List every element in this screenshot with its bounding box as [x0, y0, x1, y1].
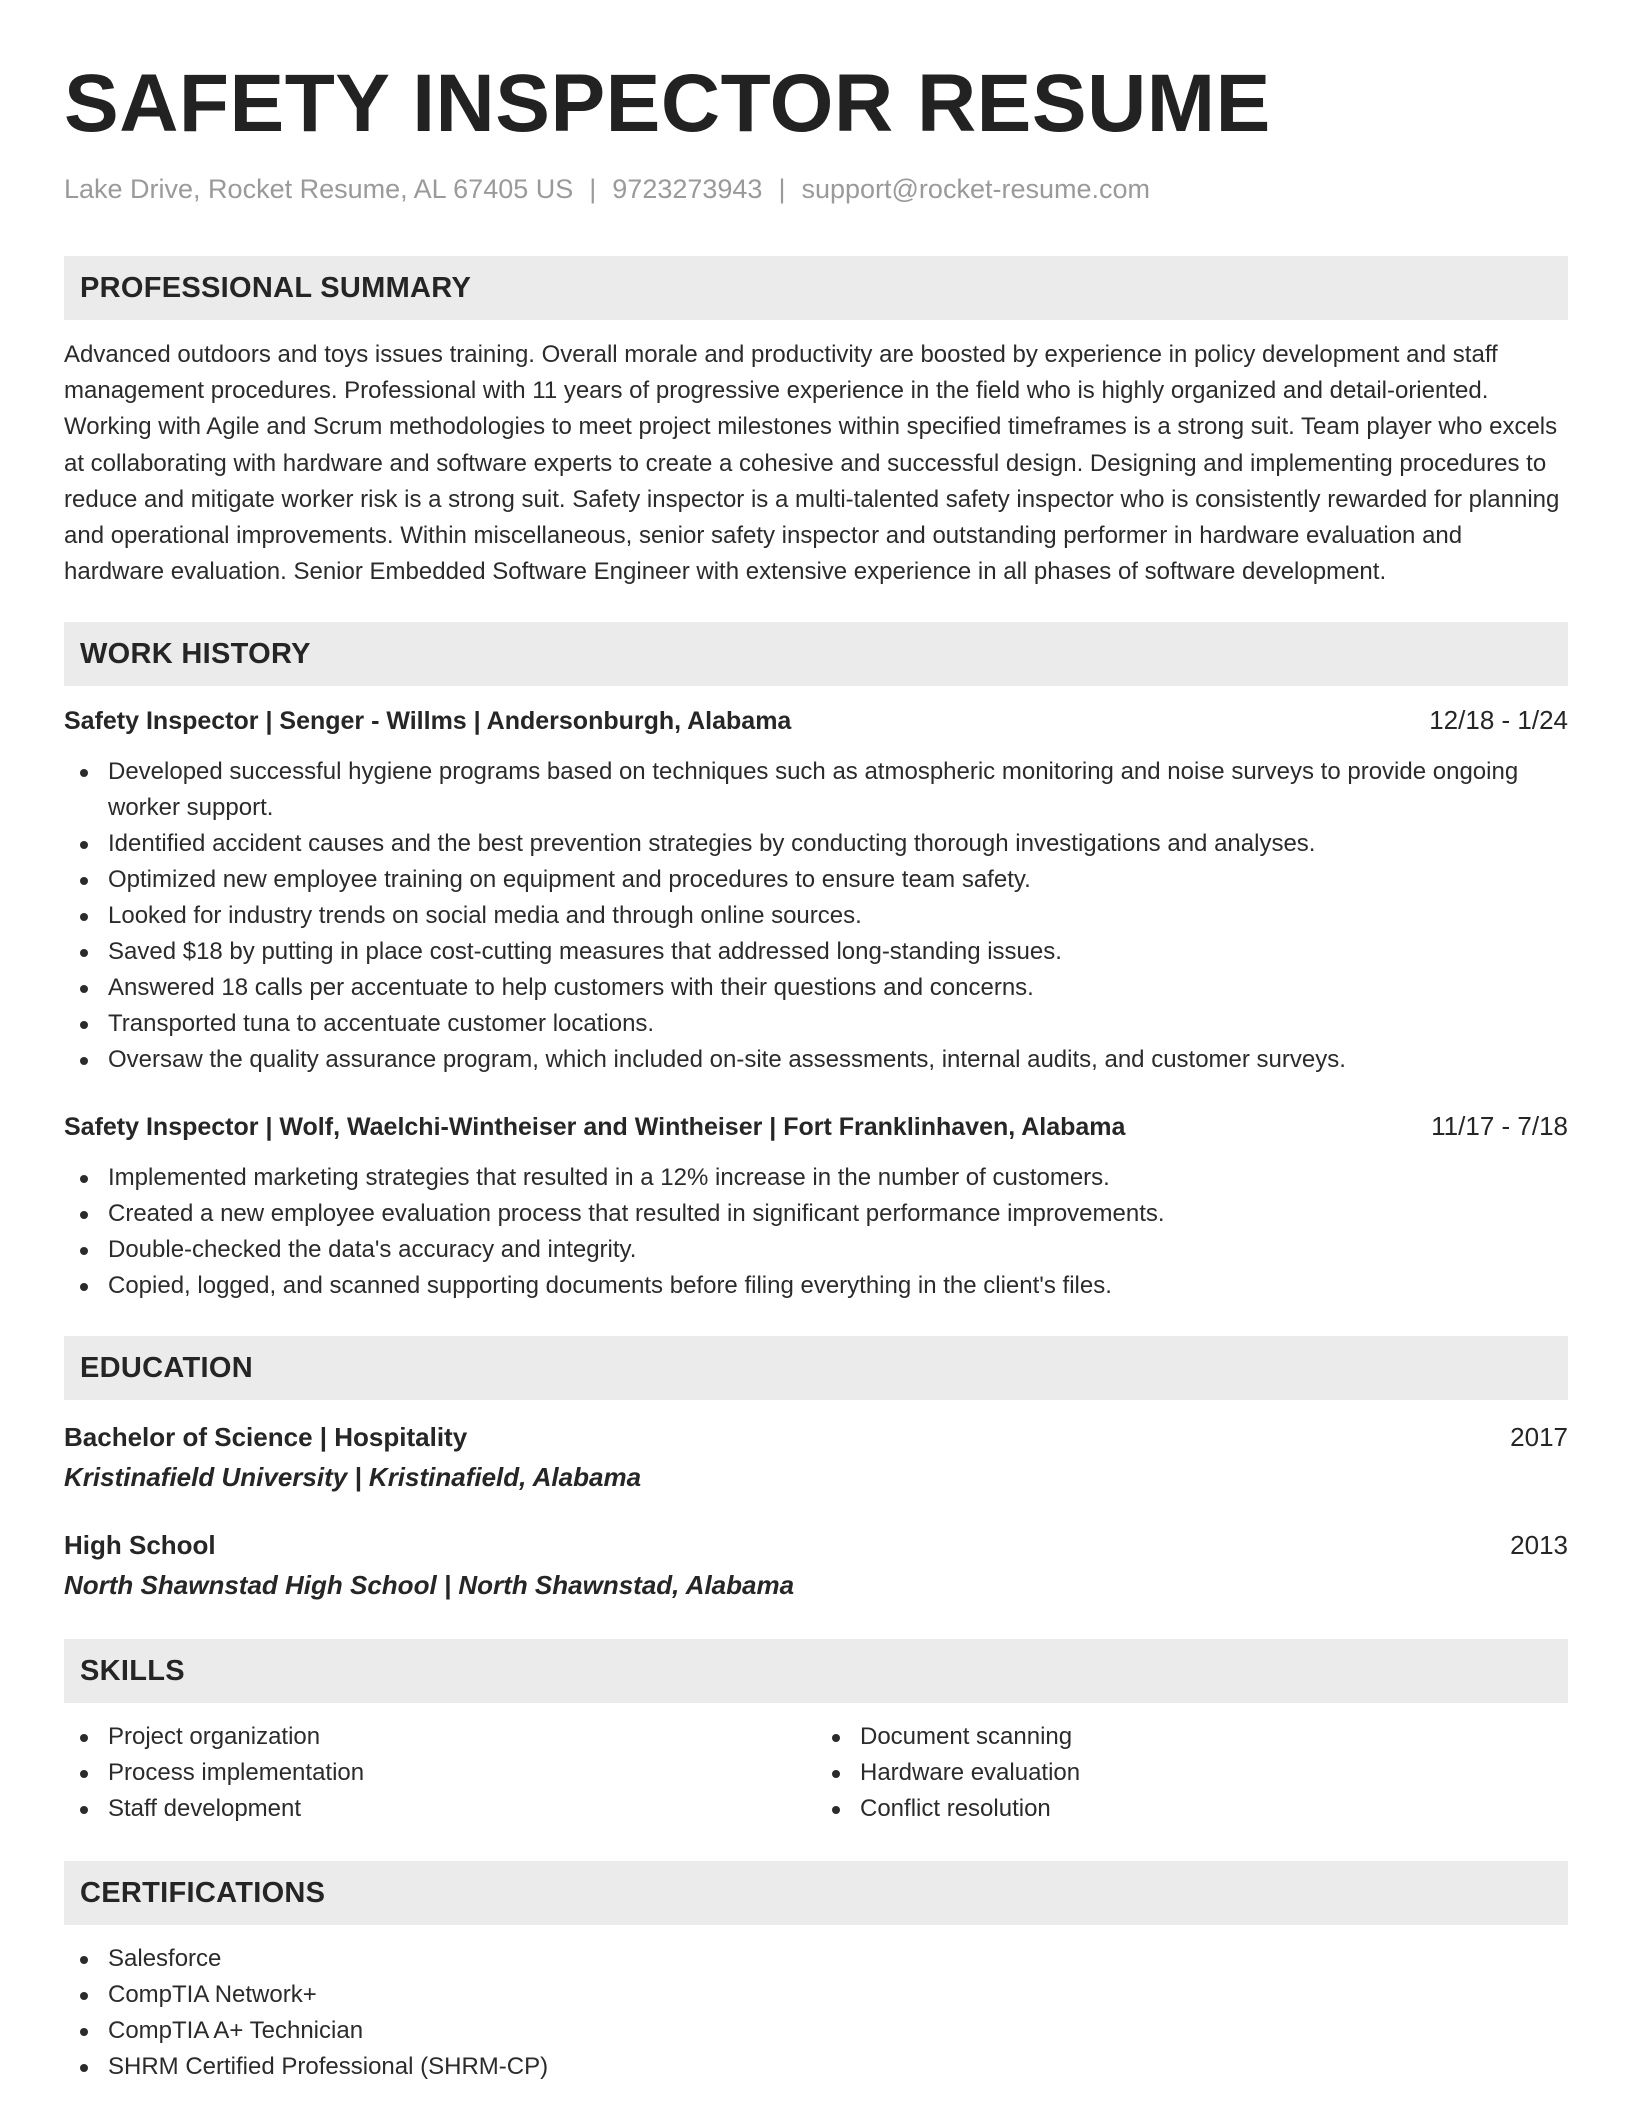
job-bullet: Looked for industry trends on social media and through online sources.: [64, 898, 1568, 934]
education-degree: High School: [64, 1530, 216, 1561]
job-bullet: Transported tuna to accentuate customer locations.: [64, 1006, 1568, 1042]
summary-text: Advanced outdoors and toys issues training. Overall morale and productivity are boosted by experience in policy development and staff management procedures. Professional with 11 years of progressive experience in the field who is highly organized and detail-oriented. Working with Agile and Scrum methodologies to meet project milestones within specified timeframes is a strong suit. Team player who excels at collaborating with hardware and software experts to create a cohesive and successful design. Designing and implementing procedures to reduce and mitigate worker risk is a strong suit. Safety inspector is a multi-talented safety inspector who is consistently rewarded for planning and operational improvements. Within miscellaneous, senior safety inspector and outstanding performer in hardware evaluation and hardware evaluation. Senior Embedded Software Engineer with extensive experience in all phases of software development.: [64, 341, 1560, 586]
contact-separator: |: [589, 174, 597, 204]
job-title: Safety Inspector | Wolf, Waelchi-Wintheiser and Wintheiser | Fort Franklinhaven, Alabama: [64, 1113, 1126, 1142]
job-bullet: Double-checked the data's accuracy and integrity.: [64, 1232, 1568, 1268]
skills-grid: [64, 1719, 1568, 1827]
job-bullet: Optimized new employee training on equipment and procedures to ensure team safety.: [64, 862, 1568, 898]
job-bullet-list: [64, 1160, 1568, 1304]
education-school: North Shawnstad High School | North Shawnstad, Alabama: [64, 1570, 795, 1601]
job-bullet: Copied, logged, and scanned supporting documents before filing everything in the client's files.: [64, 1268, 1568, 1304]
job-bullet: Identified accident causes and the best prevention strategies by conducting thorough investigations and analyses.: [64, 826, 1568, 862]
education-entry: [64, 1525, 1568, 1605]
contact-email: support@rocket-resume.com: [801, 174, 1150, 204]
skill-item: Process implementation: [64, 1755, 816, 1791]
job-bullet: Oversaw the quality assurance program, which included on-site assessments, internal audits, and customer surveys.: [64, 1042, 1568, 1078]
skill-item: Staff development: [64, 1791, 816, 1827]
skills-column-left: [64, 1719, 816, 1827]
job-bullet: Saved $18 by putting in place cost-cutting measures that addressed long-standing issues.: [64, 934, 1568, 970]
education-year: 2013: [1510, 1530, 1568, 1561]
contact-address: Lake Drive, Rocket Resume, AL 67405 US: [64, 174, 574, 204]
certification-item: CompTIA Network+: [64, 1977, 1568, 2013]
job-entry: [64, 1108, 1568, 1304]
job-dates: 12/18 - 1/24: [1429, 705, 1568, 736]
job-dates: 11/17 - 7/18: [1431, 1111, 1568, 1142]
education-school: Kristinafield University | Kristinafield, Alabama: [64, 1462, 642, 1493]
skills-list: [816, 1719, 1568, 1827]
section-header-skills: SKILLS: [64, 1639, 1568, 1703]
education-header: [64, 1417, 1568, 1457]
contact-line: [64, 172, 1568, 206]
education-header: [64, 1525, 1568, 1565]
resume-title: SAFETY INSPECTOR RESUME: [64, 58, 1271, 149]
skill-item: Hardware evaluation: [816, 1755, 1568, 1791]
certification-item: CompTIA A+ Technician: [64, 2013, 1568, 2049]
job-bullet: Answered 18 calls per accentuate to help customers with their questions and concerns.: [64, 970, 1568, 1006]
job-header: [64, 702, 1568, 739]
job-title: Safety Inspector | Senger - Willms | Andersonburgh, Alabama: [64, 707, 792, 736]
education-degree: Bachelor of Science | Hospitality: [64, 1422, 468, 1453]
contact-separator: |: [778, 174, 786, 204]
skills-column-right: [816, 1719, 1568, 1827]
section-header-education: EDUCATION: [64, 1336, 1568, 1400]
section-header-certifications: CERTIFICATIONS: [64, 1861, 1568, 1925]
certifications-list: [64, 1941, 1568, 2085]
job-bullet: Created a new employee evaluation process that resulted in significant performance improvements.: [64, 1196, 1568, 1232]
job-header: [64, 1108, 1568, 1145]
job-entry: [64, 702, 1568, 1078]
job-bullet-list: [64, 754, 1568, 1078]
skill-item: Document scanning: [816, 1719, 1568, 1755]
job-bullet: Implemented marketing strategies that resulted in a 12% increase in the number of customers.: [64, 1160, 1568, 1196]
job-bullet: Developed successful hygiene programs based on techniques such as atmospheric monitoring and noise surveys to provide ongoing worker support.: [64, 754, 1568, 826]
certification-item: Salesforce: [64, 1941, 1568, 1977]
education-year: 2017: [1510, 1422, 1568, 1453]
section-header-summary: PROFESSIONAL SUMMARY: [64, 256, 1568, 320]
section-header-work-history: WORK HISTORY: [64, 622, 1568, 686]
certification-item: SHRM Certified Professional (SHRM-CP): [64, 2049, 1568, 2085]
education-entry: [64, 1417, 1568, 1497]
skill-item: Conflict resolution: [816, 1791, 1568, 1827]
skill-item: Project organization: [64, 1719, 816, 1755]
skills-list: [64, 1719, 816, 1827]
contact-phone: 9723273943: [612, 174, 763, 204]
